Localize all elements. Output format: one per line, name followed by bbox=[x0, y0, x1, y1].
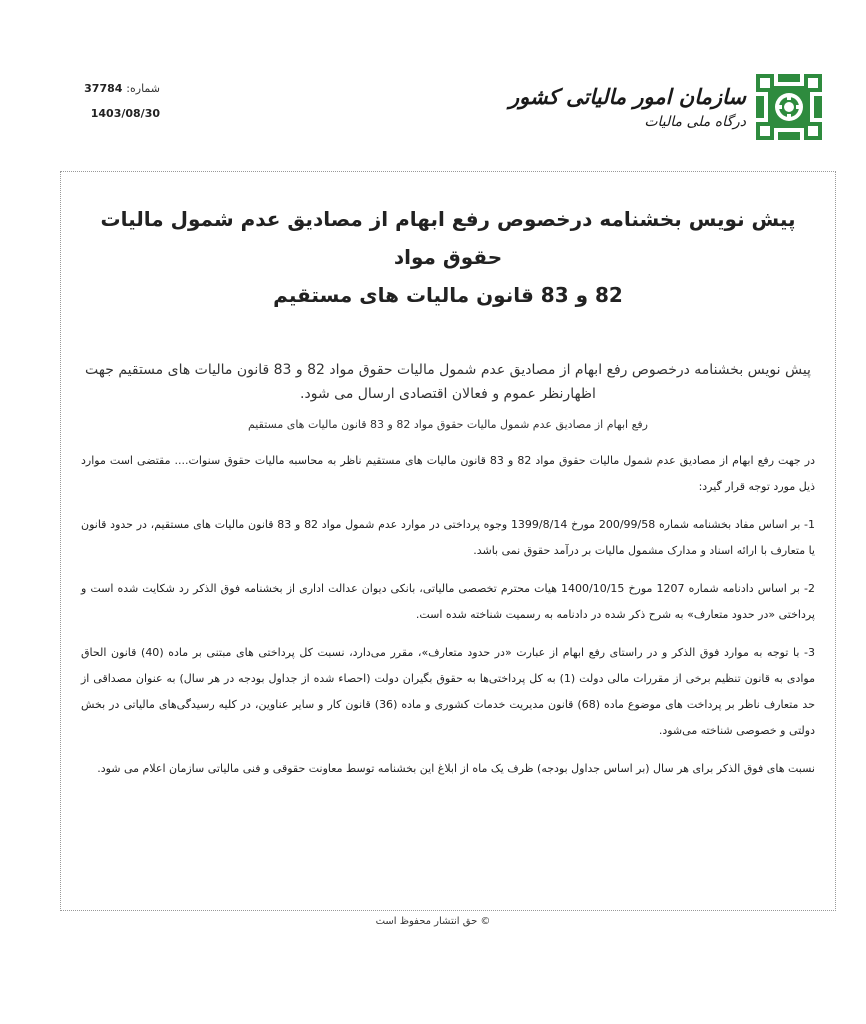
copyright-notice: © حق انتشار محفوظ است bbox=[375, 916, 491, 927]
document-header bbox=[0, 0, 866, 165]
letter-number-value: 37784 bbox=[84, 82, 123, 95]
closing-paragraph: نسبت های فوق الذکر برای هر سال (بر اساس جداول بودجه) ظرف یک ماه از ابلاغ این بخشنامه توسط معاونت حقوقی و فنی مالیاتی سازمان اعلام می شود. bbox=[97, 762, 815, 775]
organization-name: سازمان امور مالیاتی کشور bbox=[508, 84, 746, 109]
tax-organization-logo-icon bbox=[756, 74, 822, 140]
document-title bbox=[81, 200, 815, 314]
title-line-1: پیش نویس بخشنامه درخصوص رفع ابهام از مصادیق عدم شمول مالیات حقوق مواد bbox=[100, 207, 796, 269]
document-frame bbox=[60, 171, 836, 911]
title-line-2: 82 و 83 قانون مالیات های مستقیم bbox=[273, 283, 623, 307]
organization-brand bbox=[509, 74, 822, 140]
letter-meta bbox=[60, 76, 160, 126]
intro-paragraph: در جهت رفع ابهام از مصادیق عدم شمول مالیات حقوق مواد 82 و 83 قانون مالیات های مستقیم ناظر به محاسبه مالیات حقوق سنوات.... مقتضی است موارد ذیل مورد توجه قرار گیرد: bbox=[81, 454, 815, 493]
item-1-paragraph: 1- بر اساس مفاد بخشنامه شماره 200/99/58 مورخ 1399/8/14 وجوه پرداختی در موارد عدم شمول مواد 82 و 83 قانون مالیات های مستقیم، در حدود قانون یا متعارف با ارائه اسناد و مدارک مشمول مالیات بر درآمد حقوق نمی باشد. bbox=[81, 518, 816, 557]
document-summary: پیش نویس بخشنامه درخصوص رفع ابهام از مصادیق عدم شمول مالیات حقوق مواد 82 و 83 قانون مالیات های مستقیم جهت اظهارنظر عموم و فعالان اقتصادی ارسال می شود. bbox=[85, 362, 811, 402]
document-body bbox=[81, 172, 815, 793]
organization-subtitle: درگاه ملی مالیات bbox=[644, 114, 746, 130]
item-2-paragraph: 2- بر اساس دادنامه شماره 1207 مورخ 1400/10/15 هیات محترم تخصصی مالیاتی، بانکی دیوان عدالت اداری از بخشنامه فوق الذکر رد شکایت شده است و پرداختی «در حدود متعارف» به شرح ذکر شده در دادنامه به رسمیت شناخته شده است. bbox=[81, 582, 815, 621]
item-3-paragraph: 3- با توجه به موارد فوق الذکر و در راستای رفع ابهام از عبارت «در حدود متعارف»، مقرر می‌دارد، نسبت کل پرداختی های مبتنی بر ماده (40) قانون الحاق موادی به قانون تنظیم برخی از مقررات مالی دولت (1) به کل پرداختی‌ها به حقوق بگیران دولت (احصاء شده از جداول بودجه در هر سال) به عنوان مصداقی از حد متعارف ناظر بر پرداخت های موضوع ماده (68) قانون مدیریت خدمات کشوری و ماده (36) قانون کار و سایر عناوین، در کلیه رسیدگی‌های مالیاتی در بخش دولتی و خصوصی شناخته می‌شود. bbox=[81, 646, 815, 737]
organization-text bbox=[509, 83, 746, 131]
letter-date: 1403/08/30 bbox=[90, 107, 160, 120]
document-subject: رفع ابهام از مصادیق عدم شمول مالیات حقوق مواد 82 و 83 قانون مالیات های مستقیم bbox=[247, 418, 648, 431]
letter-number bbox=[60, 76, 160, 101]
letter-number-label: شماره: bbox=[126, 82, 160, 95]
